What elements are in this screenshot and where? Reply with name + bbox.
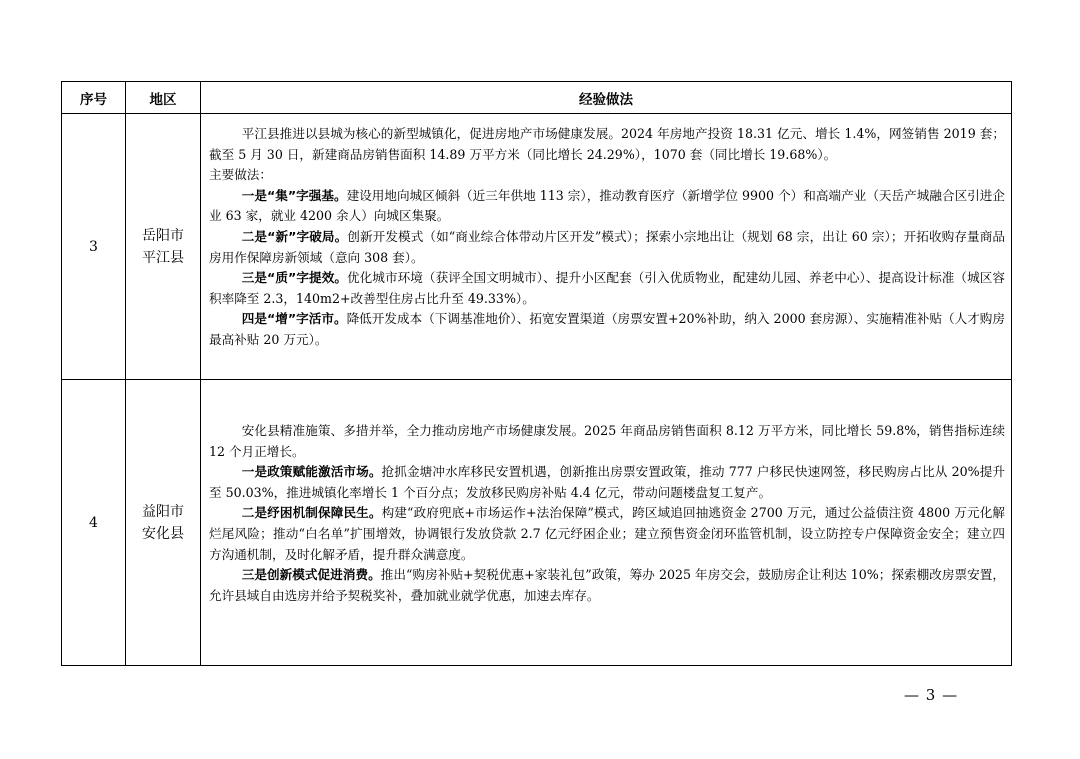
measure-item: [209, 462, 1005, 503]
table-header-row: [62, 82, 1012, 114]
measure-title: 一是政策赋能激活市场。: [241, 464, 382, 480]
page-number: — 3 —: [904, 686, 959, 704]
measure-item: [209, 227, 1005, 268]
lead-text: 主要做法：: [209, 167, 272, 183]
intro-paragraph: 平江县推进以县城为核心的新型城镇化，促进房地产市场健康发展。2024 年房地产投资 18.31 亿元、增长 1.4%，网签销售 2019 套；截至 5 月 30 日，新建商品房销售面积 14.89 万平方米（同比增长 24.29%），1070 套（同比增长 19.68%）。: [209, 126, 1005, 162]
row-number: 4: [62, 380, 126, 666]
measure-text: 抢抓金塘冲水库移民安置机遇，创新推出房票安置政策，推动 777 户移民快速网签，移民购房占比从 20%提升至 50.03%，推进城镇化率增长 1 个百分点；发放移民购房补贴 4.4 亿元，带动问题楼盘复工复产。: [209, 464, 1006, 500]
measure-item: [209, 186, 1005, 227]
measure-item: [209, 565, 1005, 606]
measure-item: [209, 309, 1005, 350]
row-region: [126, 114, 201, 380]
measure-title: 二是纾困机制保障民生。: [241, 505, 382, 521]
region-county: 平江县: [142, 249, 184, 266]
table-row: [62, 114, 1012, 380]
measure-title: 二是“新”字破局。: [241, 228, 348, 244]
measure-text: 建设用地向城区倾斜（近三年供地 113 宗），推动教育医疗（新增学位 9900 个）和高端产业（天岳产城融合区引进企业 63 家，就业 4200 余人）向城区集聚。: [209, 187, 1005, 224]
row-number: 3: [62, 114, 126, 380]
measure-text: 创新开发模式（如“商业综合体带动片区开发”模式）；探索小宗地出让（规划 68 宗，出让 60 宗）；开拓收购存量商品房用作保障房新领域（意向 308 套）。: [209, 228, 1005, 265]
measure-item: [209, 503, 1005, 565]
measure-text: 优化城市环境（获评全国文明城市）、提升小区配套（引入优质物业，配建幼儿园、养老中心）、提高设计标准（城区容积率降至 2.3，140m2+改善型住房占比升至 49.33%）。: [209, 270, 1005, 306]
measure-text: 推出“购房补贴+契税优惠+家装礼包”政策，筹办 2025 年房交会，鼓励房企让利达 10%；探索棚改房票安置，允许县域自由选房并给予契税奖补，叠加就业就学优惠，加速去库存。: [209, 567, 1005, 603]
measure-title: 四是“增”字活市。: [241, 311, 347, 327]
row-experience: [201, 380, 1012, 666]
region-city: 益阳市: [142, 503, 184, 520]
experience-table: [61, 81, 1012, 666]
header-experience: 经验做法: [201, 82, 1012, 114]
measure-item: [209, 268, 1005, 309]
row-region: [126, 380, 201, 666]
measure-title: 三是“质”字提效。: [241, 270, 347, 286]
region-county: 安化县: [142, 525, 184, 542]
measure-text: 构建“政府兜底+市场运作+法治保障”模式，跨区域追回抽逃资金 2700 万元，通过公益债注资 4800 万元化解烂尾风险；推动“白名单”扩围增效，协调银行发放贷款 2.7 亿元纾困企业；建立预售资金闭环监管机制，设立防控专户保障资金安全；建立四方沟通机制，及时化解矛盾，提升群众满意度。: [209, 505, 1005, 562]
measure-text: 降低开发成本（下调基准地价）、拓宽安置渠道（房票安置+20%补助，纳入 2000 套房源）、实施精准补贴（人才购房最高补贴 20 万元）。: [209, 311, 1005, 347]
row-experience: [201, 114, 1012, 380]
table-row: [62, 380, 1012, 666]
measure-title: 三是创新模式促进消费。: [241, 567, 381, 583]
header-region: 地区: [126, 82, 201, 114]
intro-paragraph: 安化县精准施策、多措并举，全力推动房地产市场健康发展。2025 年商品房销售面积 8.12 万平方米，同比增长 59.8%，销售指标连续 12 个月正增长。: [209, 423, 1005, 459]
measure-title: 一是“集”字强基。: [241, 187, 347, 203]
region-city: 岳阳市: [142, 227, 184, 244]
header-no: 序号: [62, 82, 126, 114]
